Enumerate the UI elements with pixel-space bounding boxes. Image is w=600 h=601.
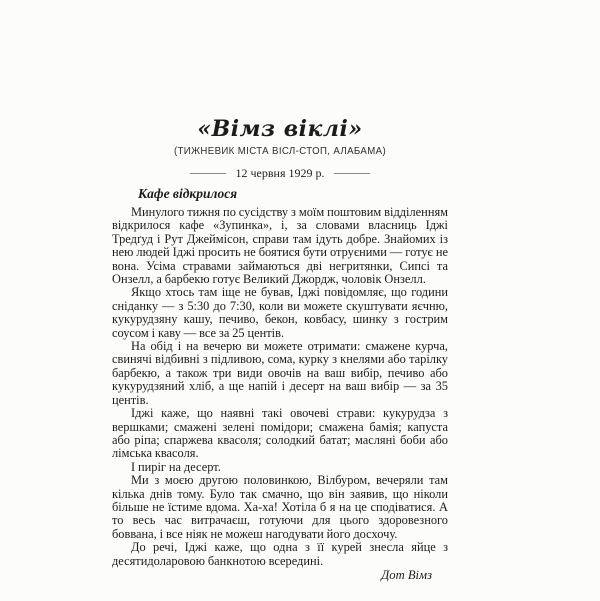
paragraph: Якщо хтось там іще не бував, Іджі повідомляє, що години сніданку — з 5:30 до 7:30, коли ви можете скуштувати яєчню, кукурудзяну кашу, печиво, бекон, ковбасу, шинку з гострим соусом і каву — все за 25 центів. (112, 285, 448, 340)
paragraph: Ми з моєю другою половинкою, Вілбуром, вечеряли там кілька днів тому. Було так смачно, що він заявив, що ніколи більше не їстиме вдома. Ха-ха! Хотіла б я на це сподіватися. А то весь час витрачаєш, готуючи для цього здоровезного боввана, і все ніяк не можеш нагодувати його досхочу. (112, 473, 448, 541)
article-title: «Вімз віклі» (197, 116, 363, 142)
paragraph: Іджі каже, що наявні такі овочеві страви: кукурудза з вершками; смажені зелені помідори; смажена бамія; капуста або ріпа; спаржева квасоля; солодкий батат; масляні боби або лімська квасоля. (112, 406, 448, 461)
date-rule-left (190, 173, 226, 174)
signature: Дот Вімз (381, 567, 432, 582)
date-rule-right (334, 173, 370, 174)
date-text: 12 червня 1929 р. (235, 166, 325, 180)
paragraph: І пиріг на десерт. (131, 459, 221, 474)
paragraph: Минулого тижня по сусідству з моїм поштовим відділенням відкрилося кафе «Зупинка», і, за словами власниць Іджі Тредґуд і Рут Джеймісон, справи там ідуть добре. Знайомих із нею людей Іджі просить не боятися бути отруєними — готує не вона. Усіма стравами займаються дві негритянки, Сипсі та Онзелл, а барбекю готує Великий Джордж, чоловік Онзелл. (112, 205, 448, 287)
article-body (112, 206, 448, 568)
text-column (112, 0, 448, 582)
article-heading: Кафе відкрилося (138, 186, 238, 201)
paragraph: На обід і на вечерю ви можете отримати: смажене курча, свинячі відбивні з підливою, сома, курку з кнелями або тарілку барбекю, а також три види овочів на ваш вибір, печиво або кукурудзяний хліб, а ще напій і десерт на ваш вибір — за 35 центів. (112, 339, 448, 407)
newspaper-subtitle: (ТИЖНЕВИК МІСТА ВІСЛ-СТОП, АЛАБАМА) (173, 145, 387, 157)
date-divider (112, 167, 448, 179)
paragraph: До речі, Іджі каже, що одна з її курей знесла яйце з десятидоларовою банкнотою всередині. (112, 540, 448, 568)
